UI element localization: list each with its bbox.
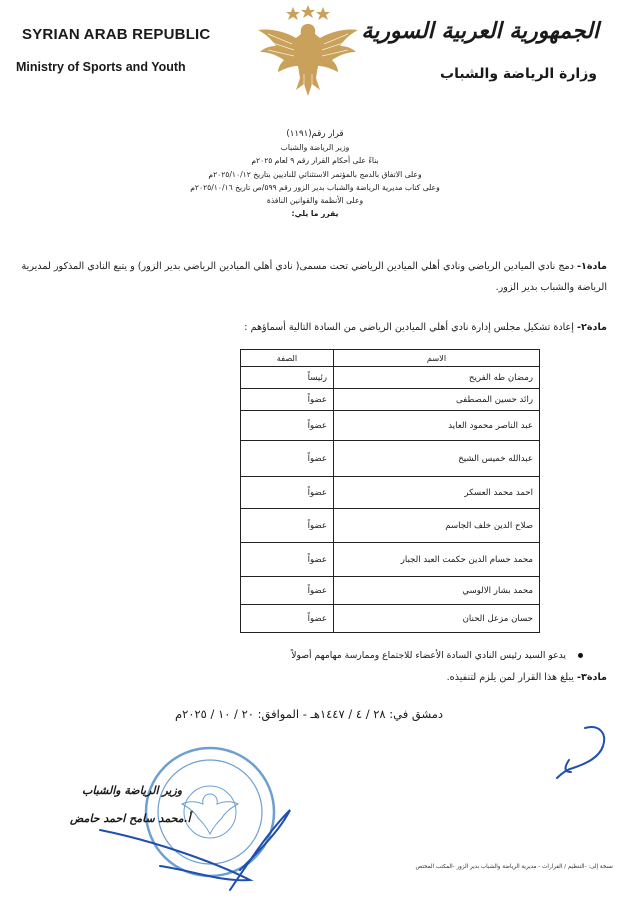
table-row xyxy=(241,577,540,605)
copy-recipients-line: نسخة إلى: -التنظيم / القرارات - مديرية الرياضة والشباب بدير الزور -المكتب المختص xyxy=(415,864,613,870)
arabic-ministry-name: وزارة الرياضة والشباب xyxy=(440,66,597,82)
arabic-country-title: الجمهورية العربية السورية xyxy=(361,18,599,44)
preamble-line: وزير الرياضة والشباب xyxy=(280,143,350,153)
table-row xyxy=(241,441,540,477)
english-country-title: SYRIAN ARAB REPUBLIC xyxy=(22,26,211,43)
table-row xyxy=(241,411,540,441)
member-name: عبدالله خميس الشيخ xyxy=(334,441,540,477)
member-role: عضواً xyxy=(241,577,334,605)
decision-number: قرار رقم(١١٩١) xyxy=(286,129,344,139)
member-role: عضواً xyxy=(241,389,334,411)
member-name: احمد محمد العسكر xyxy=(334,477,540,509)
member-name: محمد بشار الالوسي xyxy=(334,577,540,605)
signatory-name: أ.محمد سامح احمد حامض xyxy=(70,812,191,825)
preamble-line: وعلى الاتفاق بالدمج بالمؤتمر الاستثنائي للناديين بتاريخ ٢٠٢٥/١٠/١٢م xyxy=(208,169,422,179)
table-header-row xyxy=(241,350,540,367)
article-1 xyxy=(10,256,607,298)
column-header-name: الاسم xyxy=(334,350,540,367)
preamble-line: وعلى الأنظمة والقوانين النافذة xyxy=(266,196,364,206)
article-1-label: مادة١- xyxy=(577,261,607,272)
column-header-role: الصفة xyxy=(241,350,334,367)
member-name: عبد الناصر محمود العايد xyxy=(334,411,540,441)
table-row xyxy=(241,367,540,389)
article-2 xyxy=(244,317,607,338)
bullet-note-text: يدعو السيد رئيس النادي السادة الأعضاء للاجتماع وممارسة مهامهم أصولاً xyxy=(291,650,566,661)
article-3-text: يبلغ هذا القرار لمن يلزم لتنفيذه. xyxy=(446,672,574,683)
member-name: صلاح الدين خلف الجاسم xyxy=(334,509,540,543)
member-role: عضواً xyxy=(241,543,334,577)
handwritten-signature-icon xyxy=(90,800,300,895)
date-line: دمشق في: ٢٨ / ٤ / ١٤٤٧هـ - الموافق: ٢٠ / ١٠ / ٢٠٢٥م xyxy=(175,707,443,721)
table-row xyxy=(241,389,540,411)
preamble-line: وعلى كتاب مديرية الرياضة والشباب بدير الزور رقم ٥٩٩/ص تاريخ ٢٠٢٥/١٠/١٦م xyxy=(190,182,440,192)
article-3-label: مادة٣- xyxy=(577,672,607,683)
member-name: رمضان طه الفريح xyxy=(334,367,540,389)
member-name: محمد حسام الدين حكمت العبد الجبار xyxy=(334,543,540,577)
member-role: عضواً xyxy=(241,509,334,543)
syrian-eagle-emblem-icon xyxy=(256,4,360,100)
member-role: عضواً xyxy=(241,605,334,633)
table-row xyxy=(241,509,540,543)
table-row xyxy=(241,605,540,633)
article-3 xyxy=(447,672,607,683)
member-role: عضواً xyxy=(241,477,334,509)
member-name: رائد حسين المصطفى xyxy=(334,389,540,411)
member-role: عضواً xyxy=(241,411,334,441)
initials-signature-icon xyxy=(545,720,615,780)
preamble-line: بناءً على أحكام القرار رقم ٩ لعام ٢٠٢٥م xyxy=(251,156,379,166)
article-2-text: إعادة تشكيل مجلس إدارة نادي أهلي الميادين الرياضي من السادة التالية أسماؤهم : xyxy=(244,322,574,333)
table-row xyxy=(241,477,540,509)
english-ministry-name: Ministry of Sports and Youth xyxy=(16,60,186,74)
signatory-title: وزير الرياضة والشباب xyxy=(82,784,183,797)
member-role: عضواً xyxy=(241,441,334,477)
decision-preamble xyxy=(150,128,480,220)
board-members-table xyxy=(240,349,540,633)
preamble-decides: يقرر ما يلي: xyxy=(291,209,339,219)
bullet-icon xyxy=(578,653,583,658)
member-role: رئيساً xyxy=(241,367,334,389)
bullet-note xyxy=(291,650,583,661)
member-name: حسان مزعل الحنان xyxy=(334,605,540,633)
article-2-label: مادة٢- xyxy=(577,322,607,333)
table-row xyxy=(241,543,540,577)
article-1-text: دمج نادي الميادين الرياضي ونادي أهلي الميادين الرياضي تحت مسمى( نادي أهلي الميادين الرياضي بدير الزور) و يتبع النادي المذكور لمديرية الرياضة والشباب بدير الزور. xyxy=(21,261,607,293)
